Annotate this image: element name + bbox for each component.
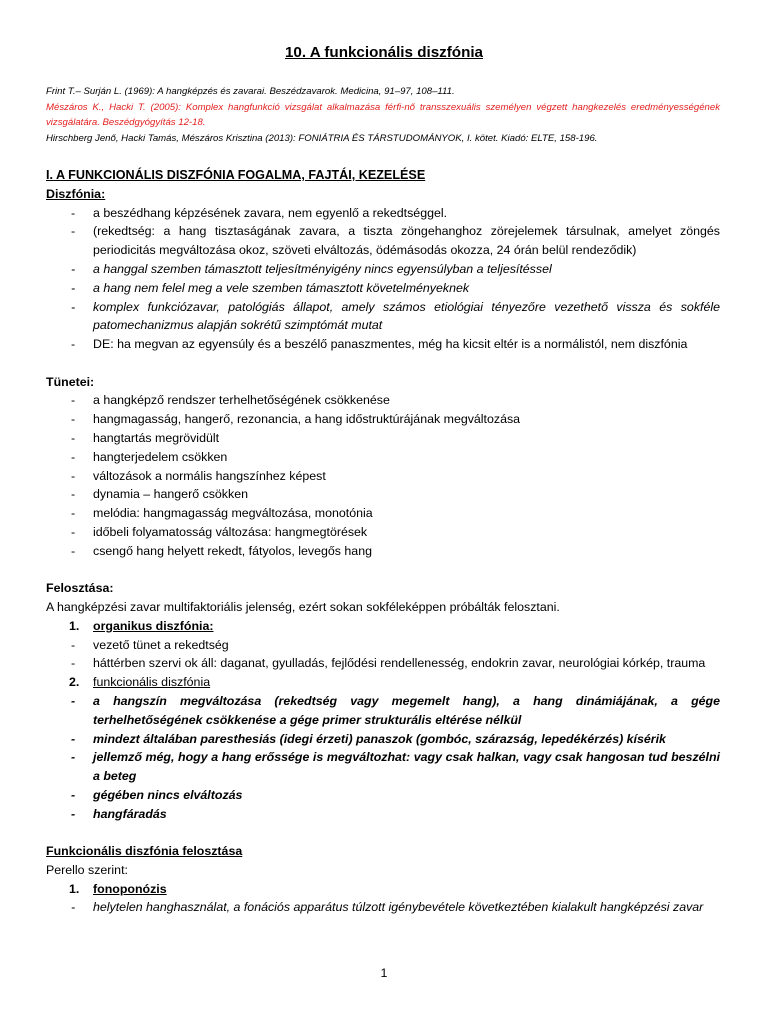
list-item: - komplex funkciózavar, patológiás állapot, amely számos etiológiai tényezőre vezethető vissza és sokféle patomechanizmus alapján sokrétű szimptómát mutat	[71, 299, 720, 333]
list-item: - változások a normális hangszínhez képest	[71, 468, 326, 483]
numbered-heading: 1. fonoponózis	[69, 881, 167, 896]
list-item: - helytelen hanghasználat, a fonációs apparátus túlzott igénybevétele következtében kialakult hangképzési zavar	[71, 900, 704, 915]
list-item: - háttérben szervi ok áll: daganat, gyulladás, fejlődési rendellenesség, endokrin zavar, neurológiai kórkép, trauma	[71, 656, 706, 671]
list-item: - hangfáradás	[71, 806, 167, 821]
tunetei-label: Tünetei:	[46, 374, 95, 389]
numbered-heading: 1. organikus diszfónia:	[69, 618, 214, 633]
list-item: - hangtartás megrövidült	[71, 430, 220, 445]
list-item: - időbeli folyamatosság változása: hangmegtörések	[71, 524, 368, 539]
document-title: 10. A funkcionális diszfónia	[284, 44, 484, 61]
main-content	[46, 166, 720, 917]
section-heading: I. A FUNKCIONÁLIS DISZFÓNIA FOGALMA, FAJTÁI, KEZELÉSE	[46, 168, 426, 182]
list-item: - a beszédhang képzésének zavara, nem egyenlő a rekedtséggel.	[71, 205, 448, 220]
funkcionalis-felosztasa-label: Funkcionális diszfónia felosztása	[46, 844, 243, 859]
page-number: 1	[380, 966, 388, 980]
references-block	[46, 84, 720, 146]
list-item: - a hang nem felel meg a vele szemben támasztott követelményeknek	[71, 280, 470, 295]
list-item: - hangmagasság, hangerő, rezonancia, a hang időstruktúrájának megváltozása	[71, 412, 521, 427]
numbered-heading: 2. funkcionális diszfónia	[69, 675, 211, 690]
list-item: - vezető tünet a rekedtség	[71, 637, 229, 652]
list-item: - a hangképző rendszer terhelhetőségének csökkenése	[71, 393, 390, 408]
list-item: - gégében nincs elváltozás	[71, 787, 243, 802]
reference-1: Frint T.– Surján L. (1969): A hangképzés és zavarai. Beszédzavarok. Medicina, 91–97, 108–111.	[46, 86, 455, 97]
felosztasa-label: Felosztása:	[46, 581, 114, 596]
list-item: - dynamia – hangerő csökken	[71, 487, 248, 502]
felosztasa-intro: A hangképzési zavar multifaktoriális jelenség, ezért sokan sokféleképpen próbálták felosztani.	[46, 599, 560, 614]
diszfonia-label: Diszfónia:	[46, 186, 106, 201]
list-item: - hangterjedelem csökken	[71, 449, 228, 464]
list-item: - melódia: hangmagasság megváltozása, monotónia	[71, 506, 373, 521]
reference-2: Mészáros K., Hacki T. (2005): Komplex hangfunkció vizsgálat alkalmazása férfi-nő transszexuális személyen végzett hangkezelés eredményességének vizsgálatára. Beszédgyógyítás 12-18.	[46, 101, 720, 129]
perello-intro: Perello szerint:	[46, 862, 128, 877]
list-item: - csengő hang helyett rekedt, fátyolos, levegős hang	[71, 543, 372, 558]
list-item: - jellemző még, hogy a hang erőssége is megváltozhat: vagy csak halkan, vagy csak hangosan tud beszélni a beteg	[71, 750, 720, 784]
reference-3: Hirschberg Jenő, Hacki Tamás, Mészáros Krisztina (2013): FONIÁTRIA ÉS TÁRSTUDOMÁNYOK, I. kötet. Kiadó: ELTE, 158-196.	[46, 132, 598, 144]
list-item: - a hangszín megváltozása (rekedtség vagy megemelt hang), a hang dinámiájának, a gége terhelhetőségének csökkenése a gége primer strukturális eltérése nélkül	[71, 693, 720, 727]
list-item: - a hanggal szemben támasztott teljesítményigény nincs egyensúlyban a teljesítéssel	[71, 261, 552, 276]
list-item: - mindezt általában paresthesiás (idegi érzeti) panaszok (gombóc, szárazság, lepedékérzés) kísérik	[71, 731, 666, 746]
list-item: - DE: ha megvan az egyensúly és a beszélő panaszmentes, még ha kicsit eltér is a normálistól, nem diszfónia	[71, 337, 688, 352]
list-item: - (rekedtség: a hang tisztaságának zavara, a tiszta zöngehanghoz zörejelemek társulnak, amelyet zöngés periodicitás megváltozása okoz, szöveti elváltozás, ödémásodás okozza, 24 órán belül rendeződik)	[71, 224, 720, 258]
